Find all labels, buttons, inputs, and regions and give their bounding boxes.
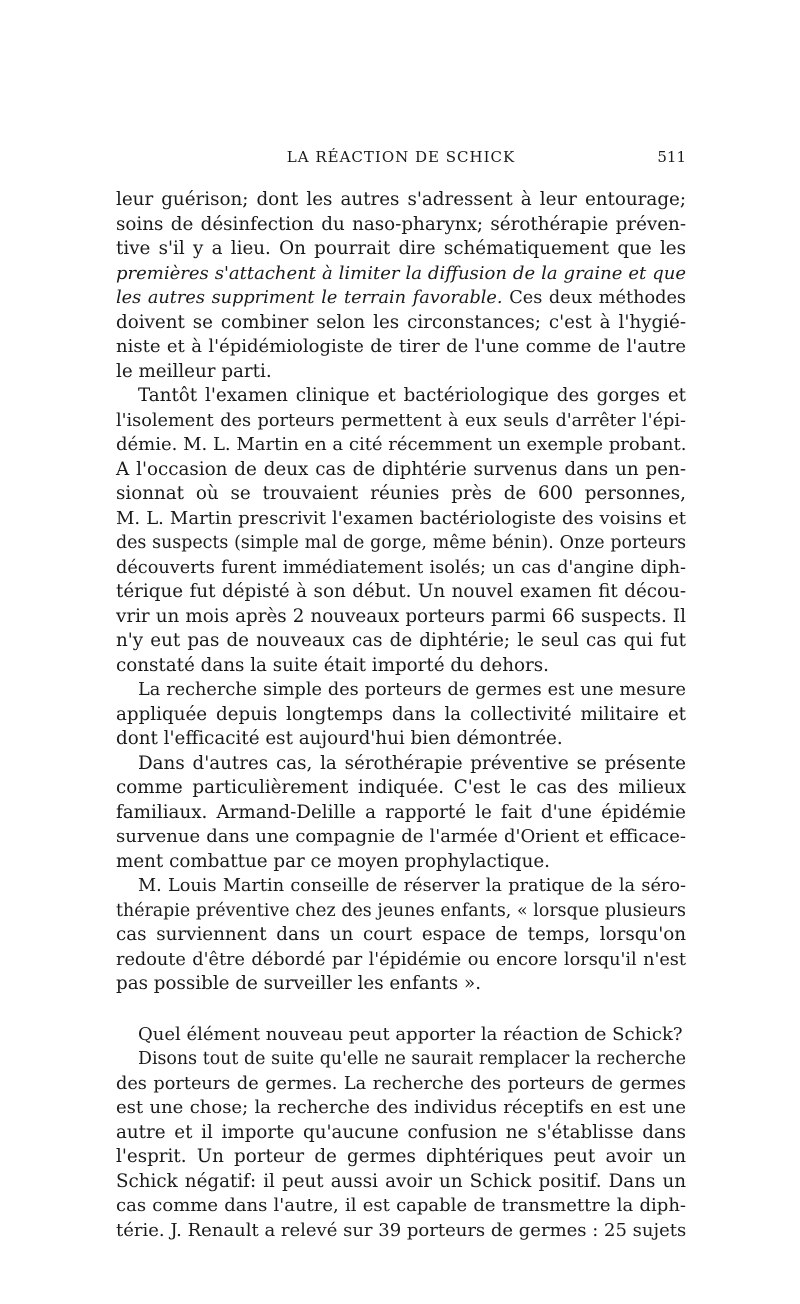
- text-line: est une chose; la recherche des individus réceptifs en est une: [116, 1097, 686, 1118]
- text-line: n'y eut pas de nouveaux cas de diphtérie; le seul cas qui fut: [116, 630, 686, 651]
- text-line: [116, 262, 686, 287]
- text-line: cas surviennent dans un court espace de temps, lorsqu'on: [116, 924, 686, 945]
- running-head: [116, 148, 686, 172]
- text-line: M. L. Martin prescrivit l'examen bactériologiste des voisins et: [116, 507, 686, 529]
- paragraph-7: [116, 1047, 686, 1243]
- page-number: 511: [657, 148, 686, 166]
- text-line: dont l'efficacité est aujourd'hui bien démontrée.: [116, 728, 563, 749]
- text-line: soins de désinfection du naso-pharynx; sérothérapie préven-: [116, 213, 686, 235]
- text-line: survenue dans une compagnie de l'armée d'Orient et efficace-: [116, 826, 686, 847]
- text-line: sionnat où se trouvaient réunies près de 600 personnes,: [116, 483, 686, 504]
- text-line: Dans d'autres cas, la sérothérapie préventive se présente: [138, 752, 686, 774]
- text-line: pas possible de surveiller les enfants ».: [116, 973, 482, 994]
- italic-text: premières s'attachent à limiter la diffusion de la graine et que: [116, 262, 686, 284]
- text-line: M. Louis Martin conseille de réserver la pratique de la séro-: [138, 876, 686, 896]
- paragraph-3: [116, 678, 686, 752]
- text-line: térique fut dépisté à son début. Un nouvel examen fit décou-: [116, 581, 686, 602]
- paragraph-5: [116, 874, 686, 997]
- text-line: leur guérison; dont les autres s'adressent à leur entourage;: [116, 189, 686, 210]
- text-line: autre et il importe qu'aucune confusion ne s'établisse dans: [116, 1121, 686, 1143]
- text-line: des suspects (simple mal de gorge, même bénin). Onze porteurs: [116, 533, 686, 553]
- paragraph-1: [116, 188, 686, 384]
- text-line: térie. J. Renault a relevé sur 39 porteurs de germes : 25 sujets: [116, 1219, 687, 1241]
- text-line: démie. M. L. Martin en a cité récemment un exemple probant.: [116, 434, 687, 455]
- body-text: [116, 188, 686, 1243]
- italic-text: les autres suppriment le terrain favorable.: [116, 288, 503, 308]
- text-line: Quel élément nouveau peut apporter la réaction de Schick?: [138, 1023, 683, 1045]
- paragraph-2: [116, 384, 686, 678]
- text-line: cas comme dans l'autre, il est capable de transmettre la diph-: [116, 1195, 686, 1216]
- text-line: doivent se combiner selon les circonstances; c'est à l'hygié-: [116, 311, 686, 333]
- text-line: comme particulièrement indiquée. C'est le cas des milieux: [116, 777, 686, 798]
- text-line: l'esprit. Un porteur de germes diphtériques peut avoir un: [116, 1146, 686, 1167]
- text-line: A l'occasion de deux cas de diphtérie survenus dans un pen-: [116, 458, 686, 480]
- text-line: tive s'il y a lieu. On pourrait dire schématiquement que les: [116, 238, 686, 259]
- text-line: l'isolement des porteurs permettent à eux seuls d'arrêter l'épi-: [116, 410, 686, 431]
- paragraph-6: [116, 1023, 686, 1048]
- text-line: familiaux. Armand-Delille a rapporté le fait d'une épidémie: [116, 801, 686, 823]
- text-line: Tantôt l'examen clinique et bactériologique des gorges et: [138, 385, 686, 406]
- text-line: thérapie préventive chez des jeunes enfants, « lorsque plusieurs: [116, 900, 686, 921]
- text-line: niste et à l'épidémiologiste de tirer de l'une comme de l'autre: [116, 336, 686, 357]
- text-fragment: Ces deux méthodes: [502, 288, 687, 308]
- text-line: constaté dans la suite était importé du dehors.: [116, 654, 549, 676]
- text-line: vrir un mois après 2 nouveaux porteurs parmi 66 suspects. Il: [116, 605, 686, 627]
- text-line: des porteurs de germes. La recherche des porteurs de germes: [116, 1073, 686, 1094]
- text-line: Schick négatif: il peut aussi avoir un Schick positif. Dans un: [116, 1170, 686, 1192]
- text-line: le meilleur parti.: [116, 360, 272, 382]
- paragraph-4: [116, 752, 686, 875]
- text-line: Disons tout de suite qu'elle ne saurait remplacer la recherche: [138, 1049, 686, 1069]
- text-line: La recherche simple des porteurs de germes est une mesure: [138, 680, 686, 700]
- text-line: découverts furent immédiatement isolés; un cas d'angine diph-: [116, 557, 686, 578]
- text-line: redoute d'être débordé par l'épidémie ou encore lorsqu'il n'est: [116, 949, 686, 970]
- text-line: ment combattue par ce moyen prophylactique.: [116, 850, 550, 872]
- text-line: appliquée depuis longtemps dans la collectivité militaire et: [116, 703, 686, 725]
- running-title: LA RÉACTION DE SCHICK: [286, 148, 516, 166]
- text-line: [116, 286, 686, 311]
